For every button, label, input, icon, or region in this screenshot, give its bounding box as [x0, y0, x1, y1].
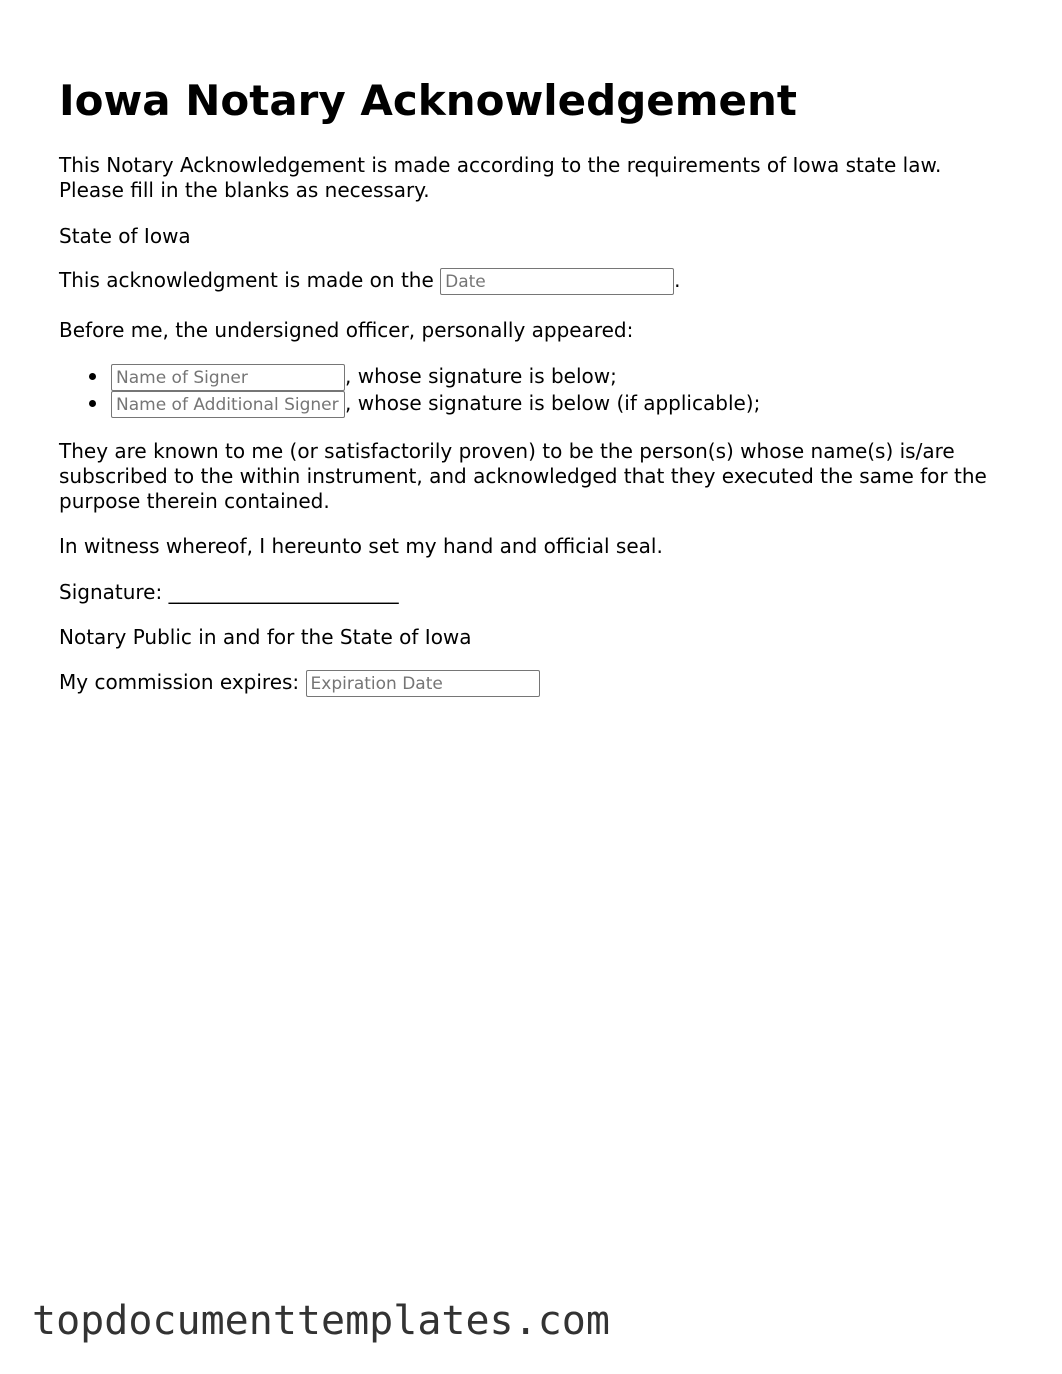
date-line	[59, 268, 680, 295]
intro-paragraph: This Notary Acknowledgement is made according to the requirements of Iowa state law. Please fill in the blanks as necessary.	[59, 153, 942, 202]
bullet-icon	[89, 400, 96, 407]
witness-line: In witness whereof, I hereunto set my hand and official seal.	[59, 534, 663, 558]
signer-name-input[interactable]	[111, 364, 345, 391]
expiration-date-input[interactable]	[306, 670, 540, 697]
additional-signer-name-input[interactable]	[111, 391, 345, 418]
document-title: Iowa Notary Acknowledgement	[59, 76, 797, 125]
signer-list	[59, 363, 760, 417]
state-line: State of Iowa	[59, 224, 191, 248]
date-input[interactable]	[440, 268, 674, 295]
list-item	[59, 390, 760, 417]
appeared-line: Before me, the undersigned officer, personally appeared:	[59, 318, 634, 342]
watermark: topdocumenttemplates.com	[32, 1298, 610, 1344]
commission-line	[59, 670, 540, 697]
notary-line: Notary Public in and for the State of Iowa	[59, 625, 472, 649]
date-line-suffix: .	[674, 268, 681, 292]
list-item	[59, 363, 760, 390]
signature-line: Signature: _______________________	[59, 580, 399, 604]
additional-signer-suffix: , whose signature is below (if applicable);	[345, 391, 761, 415]
date-line-prefix: This acknowledgment is made on the	[59, 268, 434, 292]
commission-prefix: My commission expires:	[59, 670, 300, 694]
signer-suffix: , whose signature is below;	[345, 364, 617, 388]
known-paragraph: They are known to me (or satisfactorily proven) to be the person(s) whose name(s) is/are subscribed to the within instrument, and acknowledged that they executed the same for the purpose therein contained.	[59, 439, 987, 513]
bullet-icon	[89, 373, 96, 380]
signer-list-container	[59, 363, 760, 417]
